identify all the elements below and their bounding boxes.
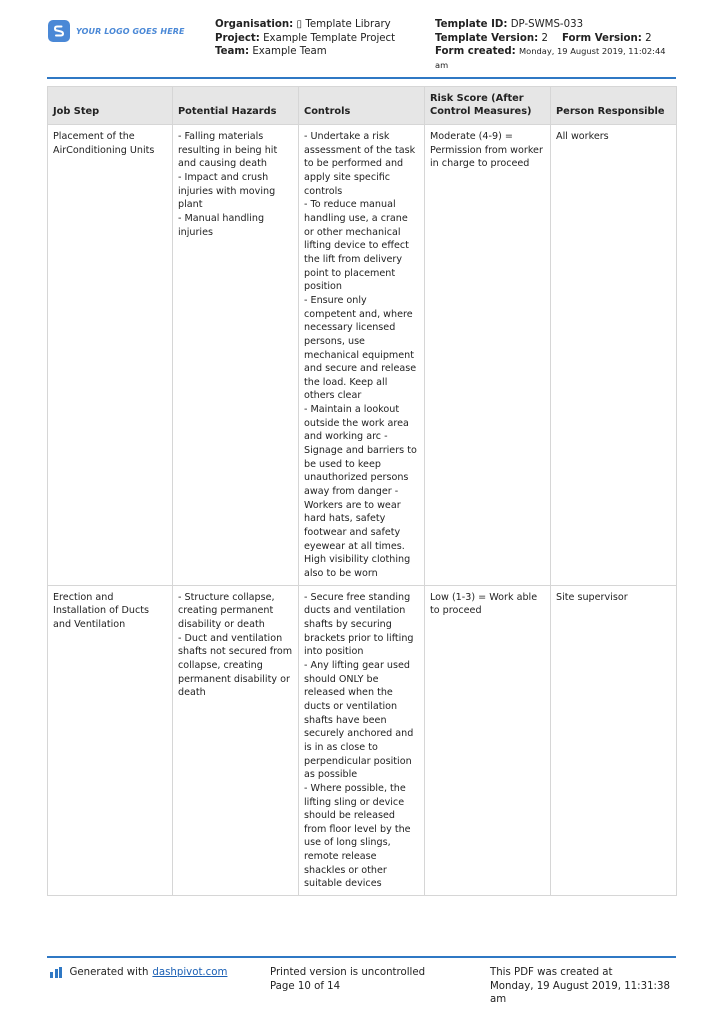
template-version-value: 2: [541, 32, 548, 44]
cell-controls-line: High visibility clothing: [304, 554, 411, 566]
cell-person-responsible: [551, 125, 677, 586]
team-value: Example Team: [252, 46, 327, 57]
cell-job-step-line: Erection and: [53, 591, 114, 603]
cell-controls-line: handling use, a crane: [304, 212, 408, 224]
logo-text: YOUR LOGO GOES HERE: [76, 26, 185, 36]
cell-controls-line: lifting device to effect: [304, 240, 409, 252]
generated-text: Generated with: [69, 967, 149, 978]
swms-table: [47, 86, 677, 896]
cell-controls-line: shackles or other: [304, 864, 387, 876]
form-created-value: Monday, 19 August 2019, 11:02:44: [518, 46, 666, 56]
cell-controls-line: - Secure free standing: [304, 591, 411, 603]
cell-hazards-line: creating permanent: [178, 605, 274, 617]
cell-controls-line: or other mechanical: [304, 226, 401, 238]
cell-hazards-line: resulting in being hit: [178, 144, 278, 156]
cell-controls-line: - Maintain a lookout: [304, 404, 400, 416]
cell-controls-line: point to placement: [304, 267, 396, 279]
cell-controls-line: outside the work area: [304, 417, 409, 429]
cell-controls-line: into position: [304, 646, 364, 658]
cell-hazards-line: death: [178, 687, 206, 699]
template-id-label: Template ID:: [435, 19, 508, 30]
cell-controls-line: hard hats, safety: [304, 513, 386, 525]
cell-controls-line: should ONLY be: [304, 673, 379, 685]
cell-risk-score-line: Moderate (4-9) =: [430, 131, 513, 142]
cell-risk-score-line: in charge to proceed: [430, 158, 530, 170]
cell-person-responsible-line: All workers: [556, 131, 609, 142]
cell-risk-score-line: Low (1-3) = Work able: [430, 591, 538, 603]
dashpivot-link[interactable]: dashpivot.com: [152, 967, 228, 978]
organisation-label: Organisation:: [215, 19, 294, 30]
footer-print-info: [270, 966, 425, 993]
bar-chart-icon: [50, 967, 64, 978]
cell-controls-line: away from danger -: [304, 486, 399, 498]
project-value: Example Template Project: [263, 32, 396, 44]
cell-controls-line: - Undertake a risk: [304, 131, 390, 142]
cell-job-step-line: AirConditioning Units: [53, 144, 155, 156]
cell-controls-line: assessment of the task: [304, 144, 416, 156]
form-version-label: Form Version:: [561, 32, 642, 44]
project-label: Project:: [215, 32, 260, 44]
cell-controls-line: ducts and ventilation: [304, 605, 406, 617]
cell-hazards-line: permanent disability or: [178, 673, 290, 685]
cell-controls-line: - Ensure only: [304, 294, 367, 306]
cell-controls-line: unauthorized persons: [304, 472, 409, 484]
cell-hazards-line: disability or death: [178, 618, 265, 630]
form-created-label: Form created:: [435, 46, 516, 57]
cell-controls-line: eyewear at all times.: [304, 540, 405, 552]
cell-controls-line: others clear: [304, 390, 362, 402]
form-created-suffix: am: [435, 59, 449, 70]
cell-controls-line: persons, use: [304, 335, 365, 347]
cell-hazards-line: - Structure collapse,: [178, 591, 275, 603]
header-template-info: [435, 18, 680, 72]
cell-controls-line: from floor level by the: [304, 823, 411, 835]
cell-controls-line: perpendicular position: [304, 755, 412, 767]
footer-created-info: [490, 966, 680, 1007]
cell-controls-line: securely anchored and: [304, 728, 414, 740]
cell-controls-line: is in as close to: [304, 741, 378, 753]
cell-controls-line: mechanical equipment: [304, 349, 415, 361]
cell-controls-line: shafts have been: [304, 714, 387, 726]
cell-controls: [299, 125, 425, 586]
header-project-info: [215, 18, 427, 59]
cell-hazards-line: and causing death: [178, 158, 267, 170]
form-version-value: 2: [645, 32, 652, 44]
cell-controls-line: should be released: [304, 810, 395, 822]
column-header-risk-score: Risk Score (After Control Measures): [425, 87, 551, 125]
cell-hazards-line: collapse, creating: [178, 659, 263, 671]
cell-controls-line: lifting sling or device: [304, 796, 405, 808]
cell-hazards-line: shafts not secured from: [178, 646, 293, 658]
cell-hazards-line: - Manual handling: [178, 212, 265, 224]
cell-hazards-line: - Duct and ventilation: [178, 632, 283, 644]
pdf-created-line-3: am: [490, 994, 507, 1005]
template-version-label: Template Version:: [435, 32, 539, 44]
column-header-person-responsible: Person Responsible: [551, 87, 677, 125]
cell-controls-line: the lift from delivery: [304, 253, 403, 265]
cell-controls-line: remote release: [304, 851, 377, 863]
footer-generated: [50, 966, 227, 980]
cell-job-step-line: and Ventilation: [53, 618, 126, 630]
logo-mark-icon: [48, 20, 70, 42]
table-row: [48, 125, 677, 586]
company-logo: [48, 18, 196, 44]
cell-risk-score-line: to proceed: [430, 605, 482, 617]
cell-controls-line: Signage and barriers to: [304, 445, 417, 457]
cell-controls: [299, 585, 425, 895]
pdf-created-line-2: Monday, 19 August 2019, 11:31:38: [490, 980, 670, 992]
cell-job-step: [48, 125, 173, 586]
cell-job-step-line: Placement of the: [53, 131, 135, 142]
cell-controls-line: brackets prior to lifting: [304, 632, 414, 644]
header-divider: [47, 77, 676, 79]
organisation-value: ▯ Template Library: [296, 19, 391, 30]
cell-controls-line: suitable devices: [304, 878, 382, 890]
column-header-hazards: Potential Hazards: [173, 87, 299, 125]
cell-controls-line: - To reduce manual: [304, 199, 396, 211]
cell-controls-line: controls: [304, 185, 343, 197]
pdf-created-line-1: This PDF was created at: [490, 967, 613, 978]
cell-controls-line: - Any lifting gear used: [304, 659, 411, 671]
cell-controls-line: released when the: [304, 687, 393, 699]
cell-controls-line: as possible: [304, 769, 358, 781]
cell-controls-line: position: [304, 281, 343, 293]
cell-controls-line: footwear and safety: [304, 527, 401, 539]
cell-hazards-line: - Impact and crush: [178, 171, 269, 183]
cell-person-responsible: [551, 585, 677, 895]
page-number: Page 10 of 14: [270, 980, 341, 992]
table-header-row: [48, 87, 677, 125]
cell-controls-line: and secure and release: [304, 363, 417, 375]
cell-risk-score-line: Permission from worker: [430, 144, 543, 156]
column-header-controls: Controls: [299, 87, 425, 125]
cell-controls-line: apply site specific: [304, 171, 391, 183]
cell-person-responsible-line: Site supervisor: [556, 591, 628, 603]
cell-controls-line: ducts or ventilation: [304, 700, 398, 712]
cell-hazards: [173, 585, 299, 895]
cell-controls-line: competent and, where: [304, 308, 413, 320]
cell-hazards-line: injuries with moving: [178, 185, 276, 197]
template-id-value: DP-SWMS-033: [510, 19, 584, 30]
cell-job-step: [48, 585, 173, 895]
printed-note: Printed version is uncontrolled: [270, 967, 426, 978]
cell-controls-line: to be performed and: [304, 158, 404, 170]
footer-divider: [47, 956, 676, 958]
column-header-job-step: Job Step: [48, 87, 173, 125]
cell-controls-line: and working arc -: [304, 431, 388, 443]
cell-controls-line: necessary licensed: [304, 322, 396, 334]
cell-controls-line: be used to keep: [304, 458, 381, 470]
cell-controls-line: the load. Keep all: [304, 376, 388, 388]
cell-job-step-line: Installation of Ducts: [53, 605, 149, 617]
cell-hazards: [173, 125, 299, 586]
team-label: Team:: [215, 46, 250, 57]
cell-hazards-line: injuries: [178, 226, 214, 238]
cell-risk-score: [425, 125, 551, 586]
cell-controls-line: use of long slings,: [304, 837, 391, 849]
cell-hazards-line: plant: [178, 199, 203, 211]
table-row: [48, 585, 677, 895]
cell-risk-score: [425, 585, 551, 895]
cell-controls-line: - Where possible, the: [304, 782, 406, 794]
cell-controls-line: also to be worn: [304, 568, 378, 579]
cell-controls-line: shafts by securing: [304, 618, 392, 630]
cell-controls-line: Workers are to wear: [304, 499, 401, 511]
cell-hazards-line: - Falling materials: [178, 131, 264, 142]
